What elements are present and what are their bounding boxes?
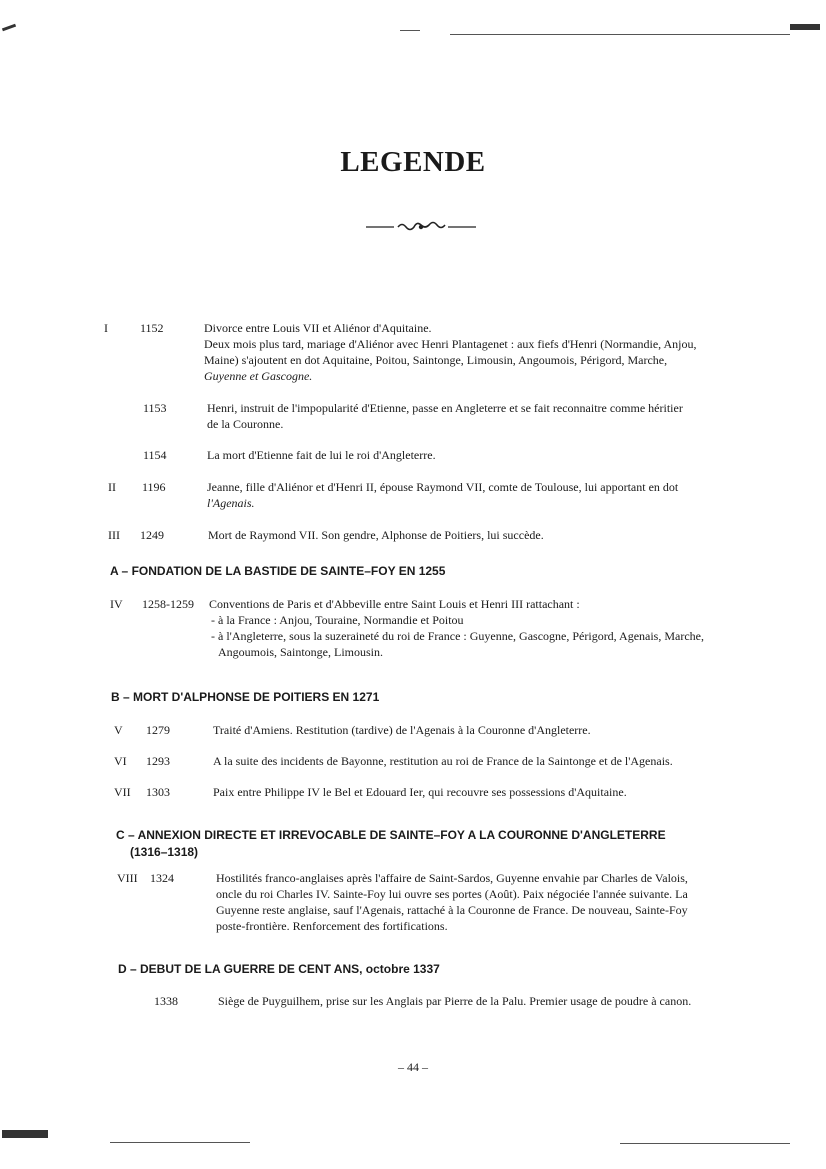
page-number: – 44 –: [398, 1060, 428, 1074]
entry-roman: VIII: [117, 871, 138, 885]
entry-roman: I: [104, 321, 108, 335]
entry-year: 1196: [142, 480, 166, 494]
entry-roman: VII: [114, 785, 131, 799]
entry-1154: [0, 447, 826, 463]
entry-line: Paix entre Philippe IV le Bel et Edouard Ier, qui recouvre ses possessions d'Aquitaine.: [213, 785, 627, 799]
entry-year: 1249: [140, 528, 164, 542]
entry-text: [218, 993, 691, 1009]
ornament-divider: [366, 218, 476, 234]
scan-corner-mark-bottom: [2, 1130, 48, 1138]
entry-line: poste-frontière. Renforcement des fortifications.: [216, 919, 448, 933]
entry-line: Henri, instruit de l'impopularité d'Etienne, passe en Angleterre et se fait reconnaitre comme héritier: [207, 401, 683, 415]
section-a-heading: A – FONDATION DE LA BASTIDE DE SAINTE–FOY EN 1255: [110, 564, 446, 578]
scan-edge-top-left: [400, 30, 420, 31]
entry-year: 1293: [146, 754, 170, 768]
entry-line: - à la France : Anjou, Touraine, Normandie et Poitou: [211, 613, 464, 627]
entry-year: 1324: [150, 871, 174, 885]
entry-text: [204, 320, 697, 384]
scan-edge-bottom-right: [620, 1143, 790, 1144]
entry-year: 1279: [146, 723, 170, 737]
entry-roman: IV: [110, 597, 123, 611]
entry-1153: [0, 400, 826, 432]
entry-text: [207, 447, 436, 463]
entry-year: 1153: [143, 401, 167, 415]
entry-year: 1152: [140, 321, 164, 335]
entry-line: - à l'Angleterre, sous la suzeraineté du roi de France : Guyenne, Gascogne, Périgord, Agenais, Marche,: [211, 629, 704, 643]
page-title: LEGENDE: [340, 146, 486, 178]
entry-1279: [0, 722, 826, 738]
entry-text: [213, 784, 627, 800]
scan-edge-bottom: [110, 1142, 250, 1143]
entry-line: Jeanne, fille d'Aliénor et d'Henri II, épouse Raymond VII, comte de Toulouse, lui apportant en dot: [207, 480, 679, 494]
entry-roman: II: [108, 480, 116, 494]
entry-line: Guyenne et Gascogne.: [204, 369, 313, 383]
scan-corner-mark: [790, 24, 820, 30]
section-b-heading: B – MORT D'ALPHONSE DE POITIERS EN 1271: [111, 690, 380, 704]
entry-year: 1303: [146, 785, 170, 799]
entry-year: 1258-1259: [142, 597, 194, 611]
entry-1249: [0, 527, 826, 543]
entry-roman: V: [114, 723, 123, 737]
entry-year: 1154: [143, 448, 167, 462]
entry-text: [213, 753, 673, 769]
section-c-heading: C – ANNEXION DIRECTE ET IRREVOCABLE DE SAINTE–FOY A LA COURONNE D'ANGLETERRE: [116, 828, 666, 842]
entry-text: [208, 527, 544, 543]
entry-text: [207, 400, 683, 432]
section-d-heading: D – DEBUT DE LA GUERRE DE CENT ANS, octobre 1337: [118, 962, 440, 976]
entry-line: de la Couronne.: [207, 417, 284, 431]
entry-text: [207, 479, 678, 511]
entry-line: Conventions de Paris et d'Abbeville entre Saint Louis et Henri III rattachant :: [209, 597, 580, 611]
scan-edge-top: [450, 34, 790, 35]
entry-line: l'Agenais.: [207, 496, 255, 510]
entry-line: Angoumois, Saintonge, Limousin.: [218, 645, 383, 659]
entry-roman: III: [108, 528, 120, 542]
entry-line: Hostilités franco-anglaises après l'affaire de Saint-Sardos, Guyenne envahie par Charles de Valois,: [216, 871, 688, 885]
entry-line: oncle du roi Charles IV. Sainte-Foy lui ouvre ses portes (Août). Paix négociée l'année suivante. La: [216, 887, 688, 901]
entry-line: Maine) s'ajoutent en dot Aquitaine, Poitou, Saintonge, Limousin, Angoumois, Périgord, Marche,: [204, 353, 668, 367]
entry-text: [216, 870, 688, 934]
entry-text: [213, 722, 591, 738]
entry-1258-1259: [0, 596, 826, 660]
section-c-heading-dates: (1316–1318): [130, 845, 199, 859]
entry-1293: [0, 753, 826, 769]
entry-1338: [0, 993, 826, 1009]
entry-line: Siège de Puyguilhem, prise sur les Anglais par Pierre de la Palu. Premier usage de poudre à canon.: [218, 994, 692, 1008]
entry-year: 1338: [154, 994, 178, 1008]
entry-line: Deux mois plus tard, mariage d'Aliénor avec Henri Plantagenet : aux fiefs d'Henri (Normandie, Anjou,: [204, 337, 697, 351]
entry-line: Guyenne reste anglaise, sauf l'Agenais, rattaché à la Couronne de France. De nouveau, Sainte-Foy: [216, 903, 688, 917]
entry-1152: [0, 320, 826, 384]
entry-roman: VI: [114, 754, 127, 768]
entry-1324: [0, 870, 826, 934]
entry-1196: [0, 479, 826, 511]
entry-line: A la suite des incidents de Bayonne, restitution au roi de France de la Saintonge et de l'Agenais.: [213, 754, 673, 768]
scan-corner-mark-left: [2, 24, 16, 32]
entry-line: Traité d'Amiens. Restitution (tardive) de l'Agenais à la Couronne d'Angleterre.: [213, 723, 591, 737]
entry-line: Divorce entre Louis VII et Aliénor d'Aquitaine.: [204, 321, 432, 335]
entry-1303: [0, 784, 826, 800]
entry-line: La mort d'Etienne fait de lui le roi d'Angleterre.: [207, 448, 436, 462]
entry-text: [209, 596, 704, 660]
entry-line: Mort de Raymond VII. Son gendre, Alphonse de Poitiers, lui succède.: [208, 528, 544, 542]
